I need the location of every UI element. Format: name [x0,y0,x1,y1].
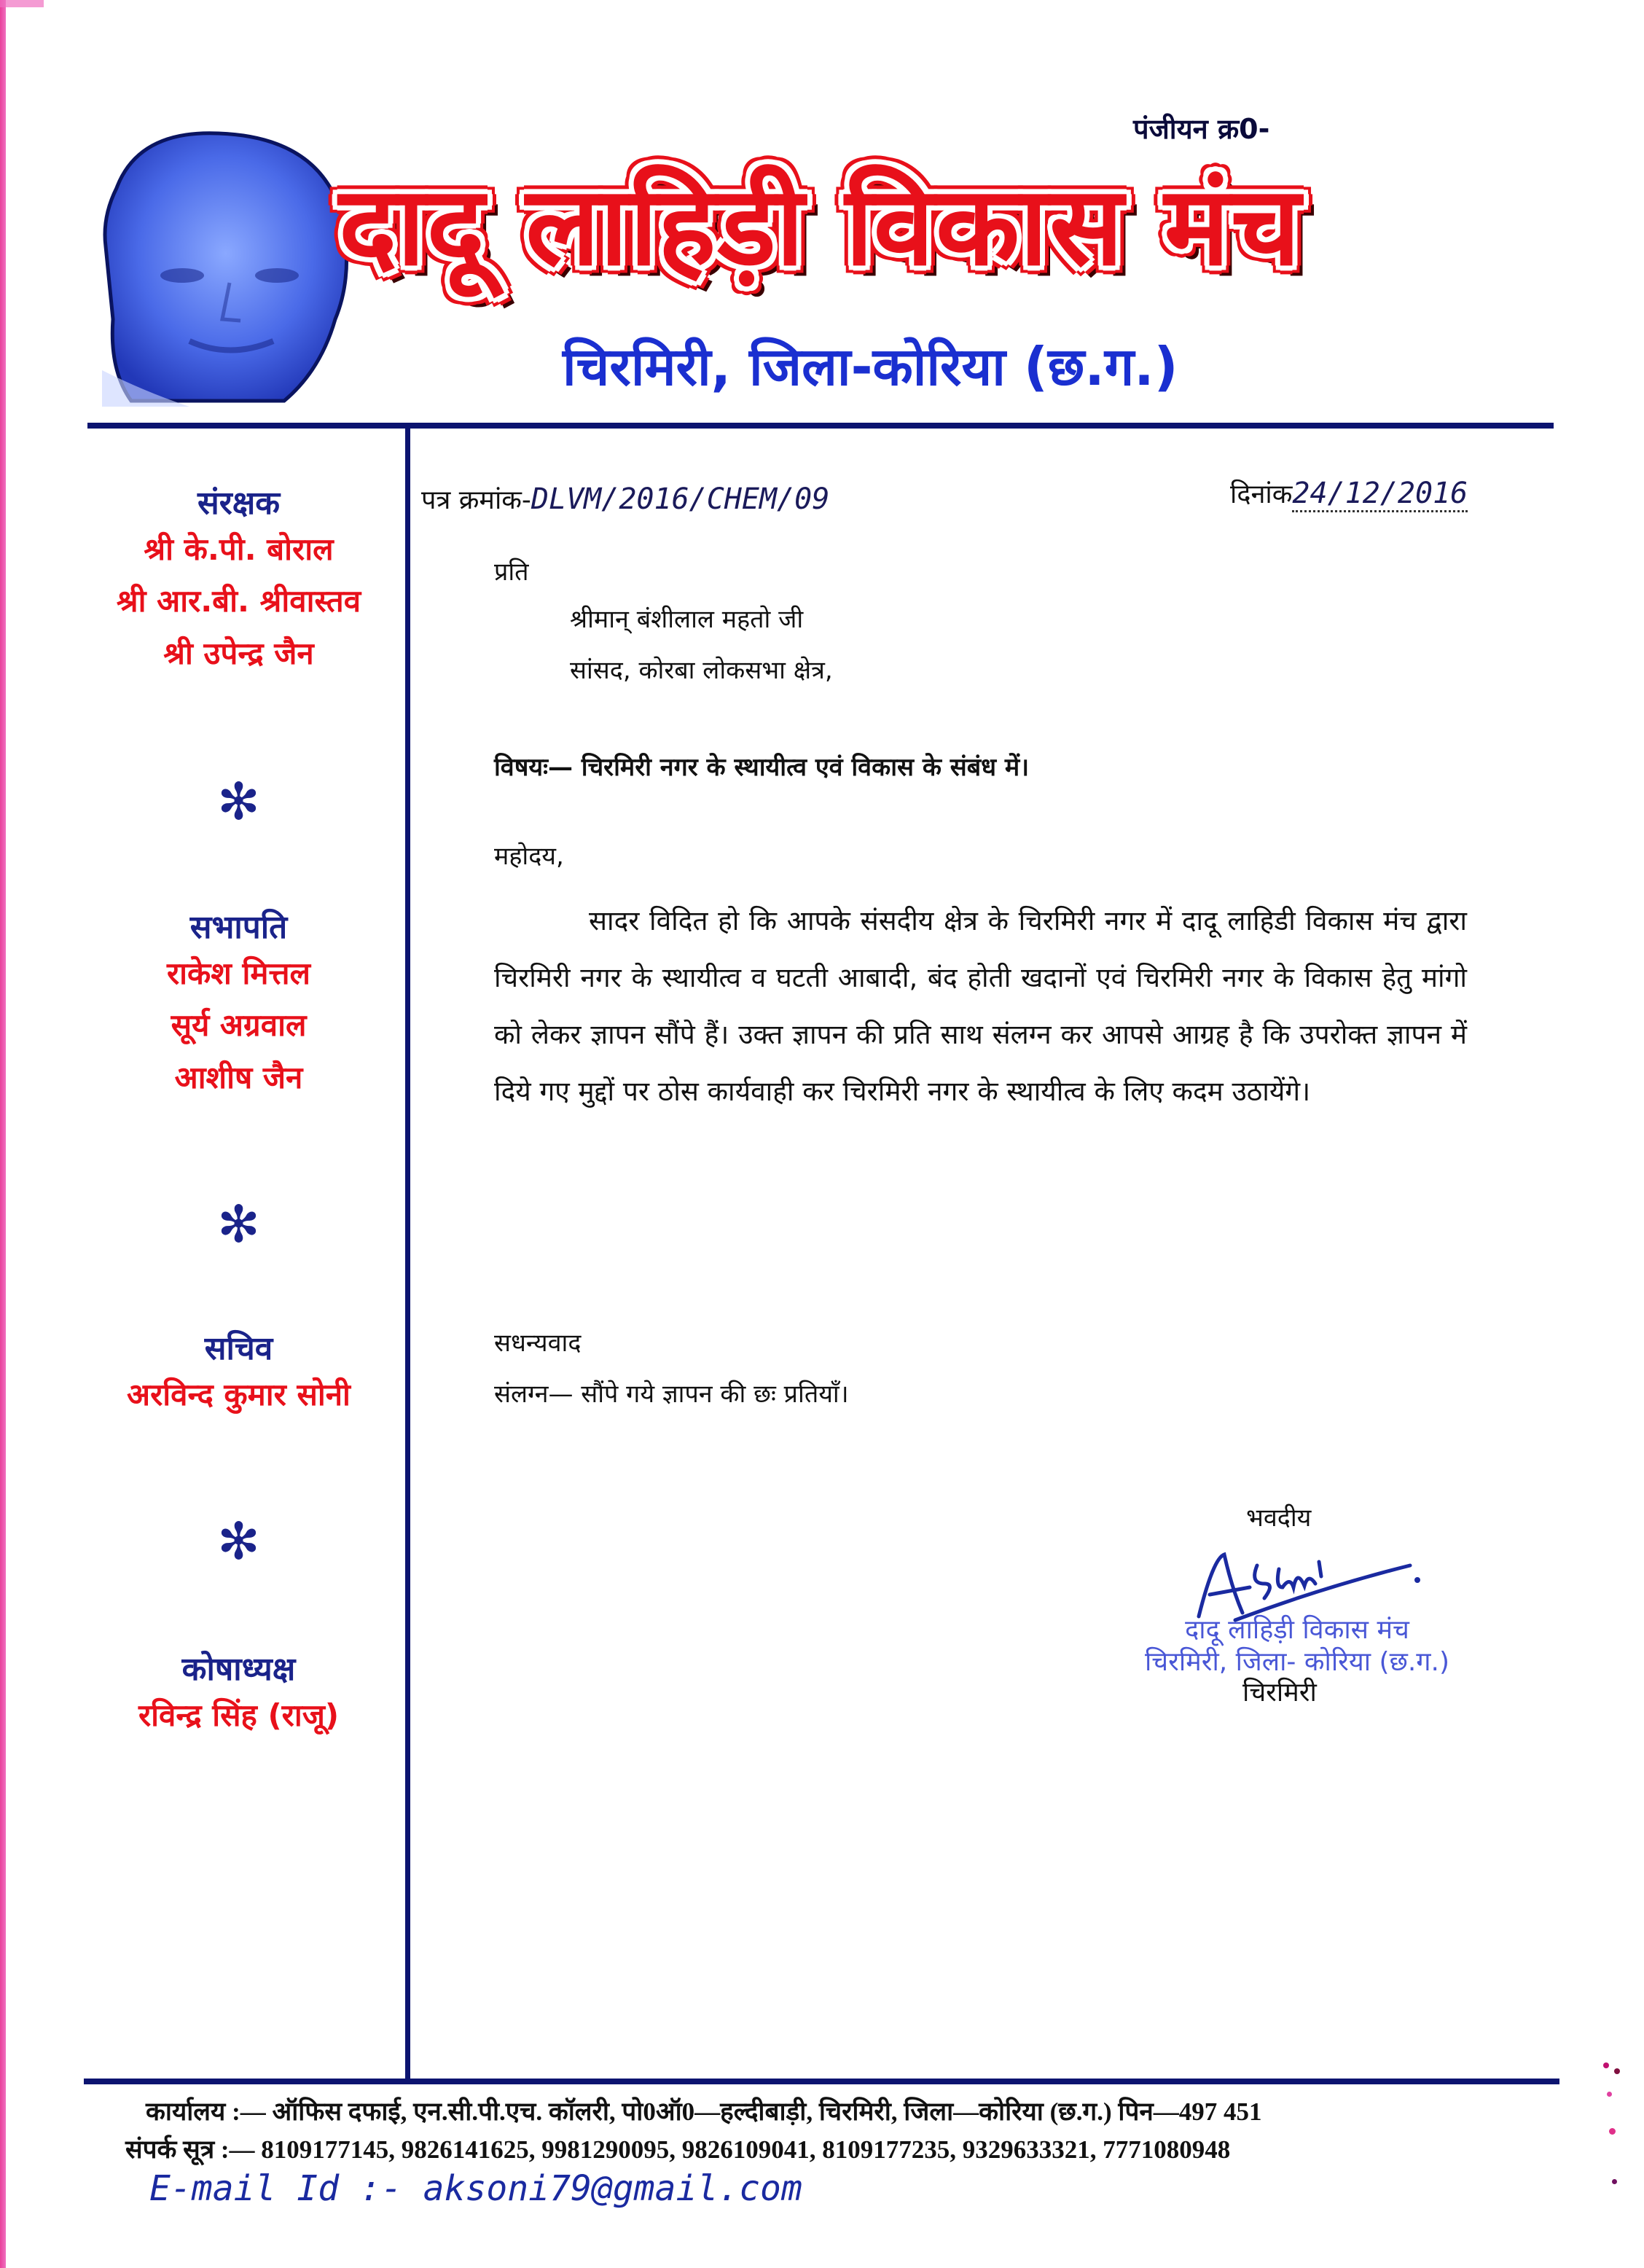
office-address: कार्यालय :— ऑफिस दफाई, एन.सी.पी.एच. कॉलरी, पो0ऑ0—हल्दीबाड़ी, चिरमिरी, जिला—कोरिया (छ.ग.) पिन—497 451 [146,2097,1262,2126]
ink-speckle [1609,2128,1616,2135]
founder-portrait-icon [102,130,353,407]
sidebar-role: कोषाध्यक्ष [181,1651,296,1688]
reference-value: DLVM/2016/CHEM/09 [531,482,830,516]
sidebar-section-chairpersons [73,909,404,1103]
date-label: दिनांक [1230,480,1293,509]
sidebar-section-treasurer [73,1651,404,1741]
ink-speckle [1612,2179,1617,2184]
closing-thanks: सधन्यवाद [494,1329,582,1358]
portrait-head [105,133,347,401]
sidebar-section-secretary [73,1330,404,1420]
enclosure-note: संलग्न— सौंपे गये ज्ञापन की छः प्रतियाँ। [494,1380,849,1409]
recipient-name: श्रीमान् बंशीलाल महतो जी [570,605,804,634]
salutation: महोदय, [494,842,564,871]
header-divider [87,423,1554,429]
letter-body-text: सादर विदित हो कि आपके संसदीय क्षेत्र के चिरमिरी नगर में दादू लाहिडी विकास मंच द्वारा चिरमिरी नगर के स्थायीत्व व घटती आबादी, बंद होती खदानों एवं चिरमिरी नगर के विकास हेतु मांगो को लेकर ज्ञापन सौंपे हैं। उक्त ज्ञापन की प्रति साथ संलग्न कर आपसे आग्रह है कि उपरोक्त ज्ञापन में दिये गए मुद्दों पर ठोस कार्यवाही कर चिरमिरी नगर के स्थायीत्व के लिए कदम उठायेंगे। [494,905,1468,1107]
sidebar-name: श्री के.पी. बोराल [144,531,334,567]
stamp-line-1: दादू लाहिड़ी विकास मंच [1185,1615,1409,1645]
sidebar-name: अरविन्द कुमार सोनी [127,1376,351,1412]
reference-number [421,481,829,517]
handwritten-signature-icon [1191,1544,1432,1624]
contact-numbers: संपर्क सूत्र :— 8109177145, 9826141625, 9981290095, 9826109041, 8109177235, 9329633321, 7771080948 [125,2135,1231,2164]
sidebar-section-patrons [73,485,404,679]
asterisk-separator-icon: ✻ [217,1512,260,1571]
date-value: 24/12/2016 [1292,477,1468,512]
letter-body [494,893,1467,1120]
sidebar-name: श्री आर.बी. श्रीवास्तव [116,583,361,619]
organization-name: दादू लाहिड़ी विकास मंच [339,163,1302,290]
organization-stamp [1097,1614,1498,1678]
sidebar-name: राकेश मित्तल [167,955,310,991]
sidebar-role: सभापति [189,909,288,946]
sidebar-role: सचिव [204,1330,273,1367]
footer-contact [125,2093,1530,2169]
sidebar-name: आशीष जैन [174,1059,303,1095]
reference-label: पत्र क्रमांक- [421,485,531,515]
stamp-line-2: चिरमिरी, जिला- कोरिया (छ.ग.) [1144,1647,1450,1677]
sidebar-name: श्री उपेन्द्र जैन [163,635,314,671]
portrait-eye-right [255,268,299,283]
letter-subject: विषयः— चिरमिरी नगर के स्थायीत्व एवं विकास के संबंध में। [494,753,1030,782]
ink-speckle [1614,2068,1620,2074]
asterisk-separator-icon: ✻ [217,1194,260,1254]
organization-location: चिरमिरी, जिला-कोरिया (छ.ग.) [563,336,1178,397]
sidebar-divider [405,427,410,2079]
footer-divider [84,2079,1559,2084]
stamp-city: चिरमिरी [1242,1678,1317,1708]
sidebar-role: संरक्षक [197,485,281,522]
sidebar-name: सूर्य अग्रवाल [171,1007,307,1044]
email-address: E-mail Id :- aksoni79@gmail.com [149,2168,802,2209]
page-corner-mark [0,0,44,7]
letter-date [1230,475,1468,511]
portrait-eye-left [160,268,204,283]
sidebar-name: रविन्द्र सिंह (राजू) [138,1697,340,1733]
asterisk-separator-icon: ✻ [217,772,260,832]
recipient-title: सांसद, कोरबा लोकसभा क्षेत्र, [570,656,833,685]
ink-speckle [1607,2092,1612,2097]
ink-speckle [1603,2062,1609,2068]
page-edge-stripe [0,0,6,2268]
yours-faithfully: भवदीय [1246,1503,1312,1533]
to-label: प्रति [494,558,529,587]
registration-number-label: पंजीयन क्र0- [1133,113,1270,145]
